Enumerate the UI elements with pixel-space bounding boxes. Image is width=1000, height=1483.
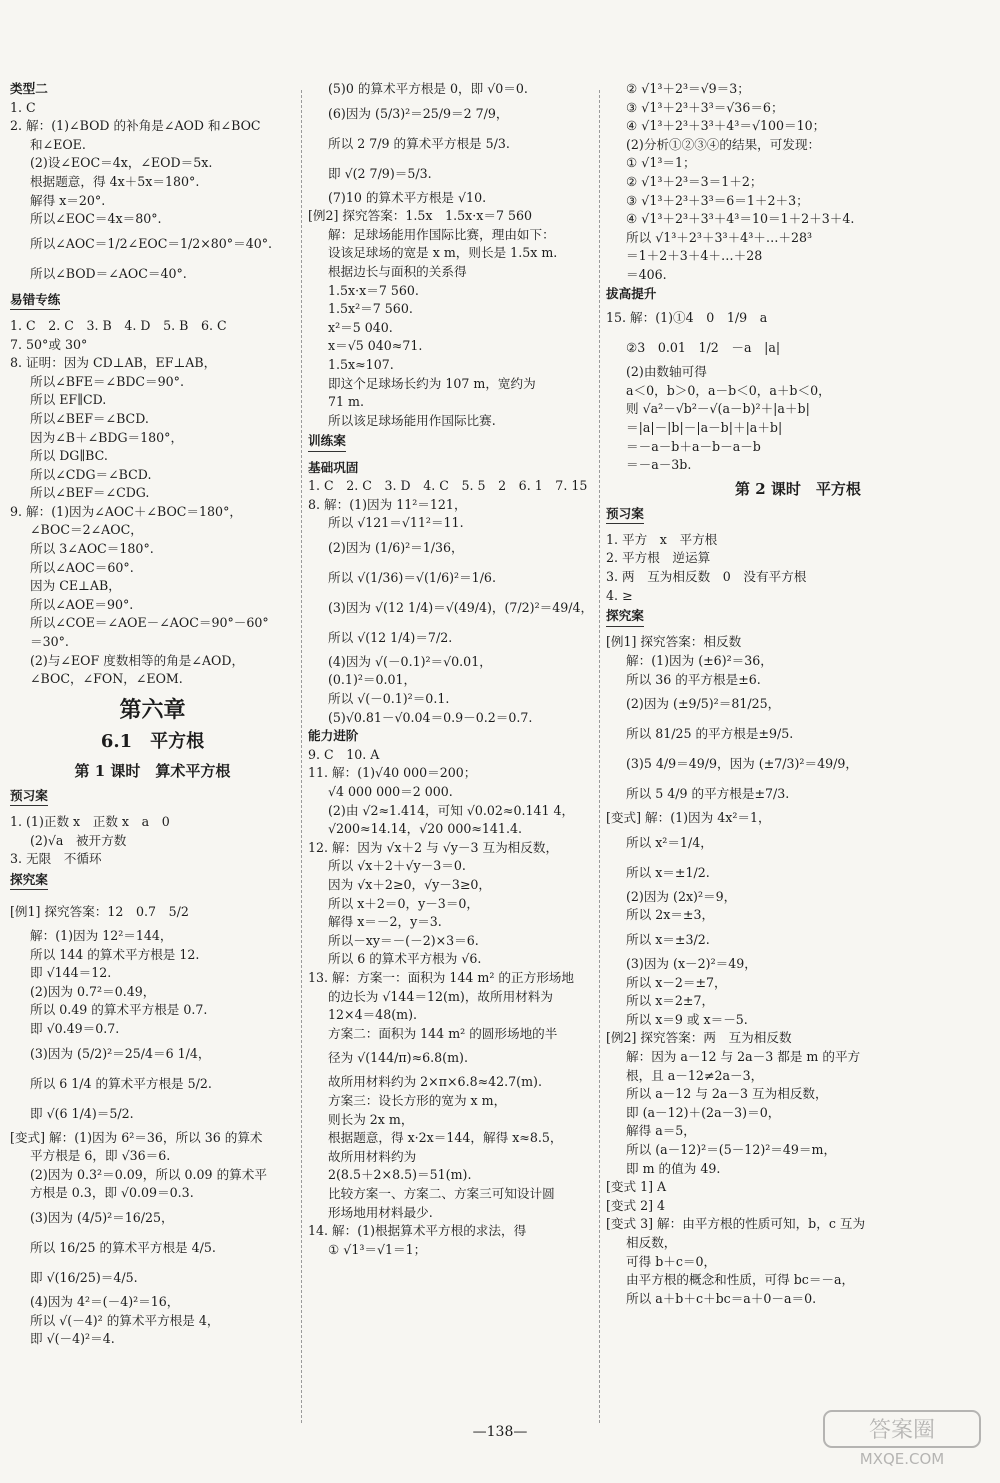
- col3-line: 15. 解：(1)①4 0 1/9 a: [606, 310, 768, 326]
- col1-line: 因为 CE⊥AB，: [30, 578, 121, 594]
- col3-line: 可得 b＋c＝0，: [626, 1253, 717, 1269]
- col1-line: 因为∠B＋∠BDG＝180°，: [30, 429, 184, 445]
- col2-line: 所以 √x＋2＋√y－3＝0.: [328, 858, 466, 874]
- col2-line: 所以 x＋2＝0，y－3＝0，: [328, 895, 480, 911]
- col1-line: 即 √(－4)²＝4.: [30, 1331, 115, 1347]
- col2-line: 所以该足球场能用作国际比赛.: [328, 412, 496, 428]
- col2-line: (6)因为 (5/3)²＝25/9＝2 7/9，: [328, 105, 509, 121]
- col2-line: (2)由 √2≈1.414，可知 √0.02≈0.141 4，: [328, 802, 575, 818]
- answer-column-left: [10, 80, 295, 1349]
- col2-line: 径为 √(144/π)≈6.8(m).: [328, 1050, 468, 1066]
- col1-line: [例1] 探究答案：12 0.7 5/2: [10, 903, 189, 919]
- col2-line: 方案三：设长方形的宽为 x m，: [328, 1092, 507, 1108]
- col3-line: ② √1³＋2³＝√9＝3；: [626, 81, 750, 96]
- col3-line: [变式 2] 4: [606, 1197, 666, 1213]
- col1-line: (2)因为 0.3²＝0.09，所以 0.09 的算术平: [30, 1166, 267, 1182]
- col1-line: 解得 x＝20°.: [30, 192, 106, 208]
- col3-line: ②3 0.01 1/2 －a |a|: [626, 340, 781, 356]
- col2-line: [例2] 探究答案：1.5x 1.5x·x＝7 560: [308, 208, 533, 224]
- col1-line: 根据题意，得 4x＋5x＝180°.: [30, 173, 200, 189]
- col3-line: (2)因为 (2x)²＝9，: [626, 888, 737, 904]
- col3-line: ③ √1³＋2³＋3³＝√36＝6；: [626, 99, 784, 115]
- col1-line: (2)设∠EOC＝4x，∠EOD＝5x.: [30, 155, 213, 171]
- svg-text:MXQE.COM: MXQE.COM: [859, 1450, 945, 1468]
- col3-line: 解得 a＝5，: [626, 1123, 696, 1139]
- col3-line: 所以 a－12 与 2a－3 互为相反数，: [626, 1086, 828, 1102]
- watermark-logo: [822, 1409, 982, 1469]
- col1-line: 即 √(6 1/4)＝5/2.: [30, 1105, 134, 1121]
- col2-line: 12×4＝48(m).: [328, 1007, 417, 1023]
- col3-line: 1. 平方 x 平方根: [606, 531, 718, 547]
- col2-line: 形场地用材料最少.: [328, 1204, 433, 1220]
- col3-line: 所以 a＋b＋c＋bc＝a＋0－a＝0.: [626, 1290, 817, 1306]
- col3-line: 所以 x＝9 或 x＝－5.: [626, 1011, 748, 1027]
- col2-line: 12. 解：因为 √x＋2 与 √y－3 互为相反数，: [308, 839, 559, 855]
- col2-line: 故所用材料约为: [328, 1148, 417, 1164]
- col2-line: 能力进阶: [308, 728, 359, 744]
- col1-line: 2. 解：(1)∠BOD 的补角是∠AOD 和∠BOC: [10, 118, 261, 134]
- col1-line: 即 √(16/25)＝4/5.: [30, 1269, 138, 1285]
- col3-line: (2)分析①②③④的结果，可发现：: [626, 136, 821, 152]
- col1-line: ∠BOC＝2∠AOC，: [30, 522, 143, 538]
- col1-line: 所以∠BFE＝∠BDC＝90°.: [30, 373, 184, 389]
- col1-line: 3. 无限 不循环: [10, 851, 102, 867]
- col2-line: 则长为 2x m，: [328, 1111, 414, 1127]
- col2-line: 所以 √121＝√11²＝11.: [328, 515, 464, 531]
- col3-line: a＜0，b＞0，a－b＜0，a＋b＜0，: [626, 382, 831, 398]
- col2-line: 所以 2 7/9 的算术平方根是 5/3.: [328, 135, 510, 151]
- col2-line: 根据题意，得 x·2x＝144，解得 x≈8.5，: [328, 1130, 563, 1146]
- col1-line: ∠BOC，∠FON，∠EOM.: [30, 671, 183, 687]
- col2-line: 14. 解：(1)根据算术平方根的求法，得: [308, 1223, 527, 1239]
- col2-line: 11. 解：(1)√40 000＝200；: [308, 765, 477, 781]
- col1-line: 6.1 平方根: [100, 730, 205, 752]
- col2-line: 故所用材料约为 2×π×6.8≈42.7(m).: [328, 1074, 542, 1090]
- col3-line: 所以 81/25 的平方根是±9/5.: [626, 726, 794, 742]
- col2-line: 方案二：面积为 144 m² 的圆形场地的半: [328, 1025, 558, 1041]
- col2-line: (5)√0.81－√0.04＝0.9－0.2＝0.7.: [328, 709, 533, 725]
- col1-line: 方根是 0.3，即 √0.09＝0.3.: [30, 1185, 194, 1201]
- col1-line: 所以∠AOC＝60°.: [30, 559, 134, 575]
- col3-line: 所以 36 的平方根是±6.: [626, 671, 761, 687]
- col1-line: 9. 解：(1)因为∠AOC＋∠BOC＝180°，: [10, 503, 242, 519]
- col1-line: 类型二: [10, 81, 48, 96]
- col1-line: 预习案: [10, 787, 48, 807]
- col3-line: ④ √1³＋2³＋3³＋4³＝10＝1＋2＋3＋4.: [626, 211, 855, 227]
- col2-line: (4)因为 √(－0.1)²＝√0.01，: [328, 653, 492, 669]
- col2-line: (7)10 的算术平方根是 √10.: [328, 189, 487, 205]
- col1-line: 即 √144＝12.: [30, 965, 112, 981]
- col2-line: 根据边长与面积的关系得: [328, 263, 467, 279]
- col3-line: ③ √1³＋2³＋3³＝6＝1＋2＋3；: [626, 192, 809, 208]
- col3-line: (3)因为 (x－2)²＝49，: [626, 956, 757, 971]
- col2-line: 13. 解：方案一：面积为 144 m² 的正方形场地: [308, 969, 574, 985]
- col3-line: [变式 3] 解：由平方根的性质可知，b，c 互为: [606, 1216, 866, 1232]
- col3-line: 预习案: [606, 505, 644, 525]
- col1-line: (2)因为 0.7²＝0.49，: [30, 983, 156, 999]
- col1-line: 第六章: [119, 696, 186, 723]
- col2-line: (3)因为 √(12 1/4)＝√(49/4)，(7/2)²＝49/4，: [328, 599, 594, 615]
- col3-line: 探究案: [606, 607, 644, 627]
- col1-line: 所以∠EOC＝4x＝80°.: [30, 211, 162, 227]
- col2-line: 基础巩固: [308, 459, 359, 475]
- col3-line: 4. ≥: [606, 587, 633, 603]
- col3-line: ＝|a|－|b|－|a－b|＋|a＋b|: [626, 419, 783, 435]
- col3-line: 所以 x＝±1/2.: [626, 864, 710, 880]
- col3-line: [变式 1] A: [606, 1179, 667, 1195]
- col2-line: 9. C 10. A: [308, 746, 380, 762]
- col3-line: 所以 √1³＋2³＋3³＋4³＋…＋28³: [626, 229, 813, 245]
- col3-line: ＝406.: [626, 266, 667, 282]
- col3-line: ＝－a－b＋a－b－a－b: [626, 438, 761, 454]
- col3-line: [例1] 探究答案：相反数: [606, 634, 742, 650]
- answer-column-middle: [308, 80, 596, 1259]
- col1-line: 1. C 2. C 3. B 4. D 5. B 6. C: [10, 317, 227, 333]
- col2-line: (5)0 的算术平方根是 0，即 √0＝0.: [328, 81, 528, 96]
- col1-line: 探究案: [10, 871, 48, 891]
- col2-line: 解得 x＝－2，y＝3.: [328, 914, 442, 930]
- col1-line: 所以∠AOE＝90°.: [30, 596, 134, 612]
- col1-line: 1. C: [10, 99, 36, 115]
- col2-line: 8. 解：(1)因为 11²＝121，: [308, 496, 467, 512]
- col3-line: ④ √1³＋2³＋3³＋4³＝√100＝10；: [626, 118, 826, 134]
- col2-line: 的边长为 √144＝12(m)，故所用材料为: [328, 988, 553, 1004]
- col1-line: (3)因为 (5/2)²＝25/4＝6 1/4，: [30, 1045, 211, 1061]
- col3-line: ① √1³＝1；: [626, 155, 696, 171]
- col1-line: 8. 证明：因为 CD⊥AB，EF⊥AB，: [10, 355, 217, 371]
- col3-line: (2)因为 (±9/5)²＝81/25，: [626, 696, 781, 712]
- col3-line: 所以 5 4/9 的平方根是±7/3.: [626, 786, 790, 802]
- col3-line: 所以 x＝±3/2.: [626, 932, 710, 947]
- col3-line: 所以 x－2＝±7，: [626, 974, 727, 990]
- col1-line: 解：(1)因为 12²＝144，: [30, 927, 173, 943]
- col1-line: 所以∠AOC＝1/2∠EOC＝1/2×80°＝40°.: [30, 235, 273, 251]
- col2-line: (0.1)²＝0.01，: [328, 672, 417, 688]
- col2-line: x＝√5 040≈71.: [328, 338, 423, 354]
- col2-line: 1.5x≈107.: [328, 356, 394, 372]
- col3-line: 所以 x＝2±7，: [626, 993, 715, 1009]
- col1-line: (3)因为 (4/5)²＝16/25，: [30, 1209, 174, 1225]
- svg-text:答案圈: 答案圈: [868, 1418, 936, 1443]
- answer-column-right: [606, 80, 990, 1308]
- col1-line: (2)√a 被开方数: [30, 832, 127, 848]
- col3-line: 2. 平方根 逆运算: [606, 550, 711, 566]
- col1-line: 所以∠BOD＝∠AOC＝40°.: [30, 265, 187, 281]
- col1-line: 1. (1)正数 x 正数 x a 0: [10, 814, 170, 829]
- col3-line: ＝－a－3b.: [626, 457, 692, 473]
- col2-line: 即 √(2 7/9)＝5/3.: [328, 165, 432, 181]
- col2-line: 所以 6 的算术平方根为 √6.: [328, 951, 482, 967]
- col3-line: 解：因为 a－12 与 2a－3 都是 m 的平方: [626, 1048, 861, 1064]
- col2-line: 所以 √(1/36)＝√(1/6)²＝1/6.: [328, 569, 496, 585]
- col1-line: 所以 DG∥BC.: [30, 448, 108, 464]
- col1-line: 第 1 课时 算术平方根: [74, 761, 231, 780]
- col1-line: 易错专练: [10, 291, 60, 311]
- col3-line: [例2] 探究答案：两 互为相反数: [606, 1030, 792, 1046]
- col2-line: 71 m.: [328, 394, 364, 410]
- col1-line: 所以∠BEF＝∠BCD.: [30, 410, 149, 426]
- col2-line: 训练案: [308, 432, 346, 452]
- col1-line: 和∠EOE.: [30, 136, 86, 152]
- col1-line: 所以 √(－4)² 的算术平方根是 4，: [30, 1312, 220, 1328]
- col2-line: √4 000 000＝2 000.: [328, 784, 453, 800]
- col2-line: 2(8.5＋2×8.5)＝51(m).: [328, 1167, 472, 1183]
- col3-line: 由平方根的概念和性质，可得 bc＝－a，: [626, 1272, 855, 1288]
- col2-line: 1. C 2. C 3. D 4. C 5. 5 2 6. 1 7. 15: [308, 478, 588, 494]
- col1-line: 所以∠CDG＝∠BCD.: [30, 466, 152, 482]
- col1-line: (4)因为 4²＝(－4)²＝16，: [30, 1293, 180, 1309]
- col1-line: 所以 0.49 的算术平方根是 0.7.: [30, 1002, 208, 1018]
- col1-line: 平方根是 6，即 √36＝6.: [30, 1148, 171, 1164]
- col2-line: 所以 √(12 1/4)＝7/2.: [328, 629, 453, 645]
- col1-line: 所以 6 1/4 的算术平方根是 5/2.: [30, 1075, 212, 1091]
- col1-line: 所以 3∠AOC＝180°.: [30, 541, 154, 557]
- col2-line: 所以 √(－0.1)²＝0.1.: [328, 691, 450, 707]
- col3-line: 相反数，: [626, 1234, 677, 1250]
- col3-line: ② √1³＋2³＝3＝1＋2；: [626, 173, 763, 189]
- col3-line: (2)由数轴可得: [626, 364, 707, 380]
- col3-line: 则 √a²－√b²－√(a－b)²＋|a＋b|: [626, 401, 810, 417]
- col3-line: 第 2 课时 平方根: [735, 479, 861, 498]
- col3-line: 解：(1)因为 (±6)²＝36，: [626, 653, 773, 669]
- col1-line: 所以 16/25 的算术平方根是 4/5.: [30, 1239, 216, 1255]
- col1-line: 即 √0.49＝0.7.: [30, 1020, 120, 1036]
- col3-line: 即 (a－12)＋(2a－3)＝0，: [626, 1104, 781, 1120]
- column-divider-1: [301, 90, 302, 1423]
- col1-line: ＝30°.: [30, 634, 69, 650]
- col3-line: 即 m 的值为 49.: [626, 1160, 721, 1176]
- col2-line: 比较方案一、方案二、方案三可知设计圆: [328, 1185, 555, 1201]
- col1-line: [变式] 解：(1)因为 6²＝36，所以 36 的算术: [10, 1129, 263, 1145]
- col3-line: 根，且 a－12≠2a－3，: [626, 1067, 764, 1083]
- col2-line: 所以－xy＝－(－2)×3＝6.: [328, 932, 479, 948]
- col1-line: 所以∠BEF＝∠CDG.: [30, 485, 150, 501]
- col2-line: ① √1³＝√1＝1；: [328, 1241, 427, 1257]
- col2-line: (2)因为 (1/6)²＝1/36，: [328, 539, 464, 555]
- col1-line: (2)与∠EOF 度数相等的角是∠AOD，: [30, 652, 245, 668]
- col2-line: 设该足球场的宽是 x m，则长是 1.5x m.: [328, 245, 558, 261]
- col2-line: 因为 √x＋2≥0，√y－3≥0，: [328, 877, 491, 892]
- col1-line: 所以∠COE＝∠AOE－∠AOC＝90°－60°: [30, 615, 269, 631]
- col2-line: 1.5x²＝7 560.: [328, 301, 413, 317]
- col3-line: 所以 x²＝1/4，: [626, 834, 713, 850]
- col3-line: (3)5 4/9＝49/9，因为 (±7/3)²＝49/9，: [626, 756, 858, 772]
- col3-line: ＝1＋2＋3＋4＋…＋28: [626, 248, 763, 264]
- col3-line: 所以 2x＝±3，: [626, 907, 715, 923]
- page-number: —138—: [472, 1424, 528, 1440]
- column-divider-2: [599, 90, 600, 1423]
- col1-line: 所以 144 的算术平方根是 12.: [30, 946, 200, 962]
- col2-line: 即这个足球场长约为 107 m，宽约为: [328, 375, 536, 391]
- col2-line: x²＝5 040.: [328, 319, 393, 335]
- col3-line: 3. 两 互为相反数 0 没有平方根: [606, 569, 807, 585]
- col1-line: 所以 EF∥CD.: [30, 392, 107, 408]
- col3-line: 所以 (a－12)²＝(5－12)²＝49＝m，: [626, 1141, 837, 1157]
- col2-line: 1.5x·x＝7 560.: [328, 282, 419, 298]
- col2-line: 解：足球场能用作国际比赛，理由如下：: [328, 226, 555, 242]
- col3-line: [变式] 解：(1)因为 4x²＝1，: [606, 810, 771, 826]
- col2-line: √200≈14.14，√20 000≈141.4.: [328, 821, 522, 837]
- col1-line: 7. 50°或 30°: [10, 336, 88, 352]
- col3-line: 拔高提升: [606, 285, 657, 301]
